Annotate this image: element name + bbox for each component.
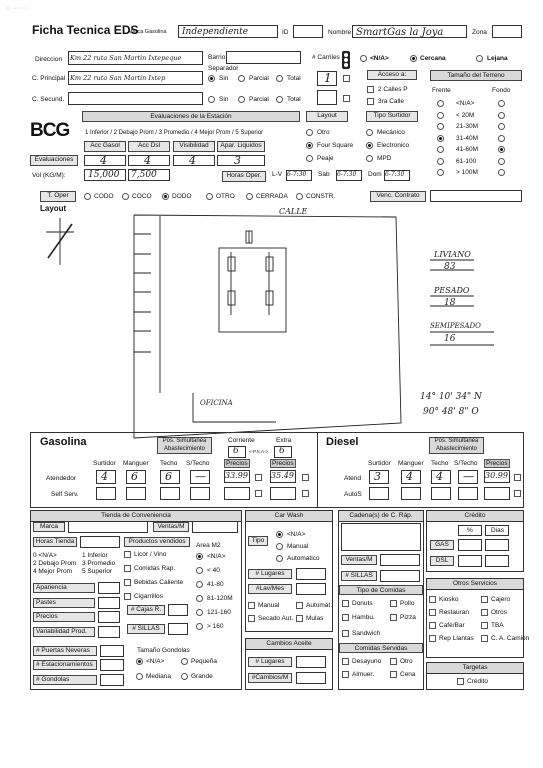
otros-panel [426, 578, 524, 658]
cambios-cambios-label: #Cambios/M [248, 673, 292, 683]
direccion-label: Direccion [35, 56, 63, 63]
carwash-mulas-checkbox[interactable] [296, 615, 303, 622]
oficina-label: OFICINA [200, 399, 233, 407]
pos-corriente-value: 6 [233, 446, 239, 456]
id-label: ID [282, 29, 289, 36]
csecund-total-label: Total [287, 96, 301, 103]
dsl-col-surtidor: Surtidor [368, 460, 391, 467]
otros-checkbox-2[interactable] [429, 609, 436, 616]
sab-value: 6-7:30 [337, 171, 357, 178]
pizza-label: Pizza [400, 614, 416, 621]
tienda-scale-3: 3 Promedio [82, 560, 116, 567]
dsl-autos-chk[interactable] [514, 490, 521, 497]
atendedor-label: Atendedor [46, 475, 76, 482]
proximity-lejana-label: Lejana [487, 55, 508, 62]
vol-value-2: 7,500 [131, 170, 157, 180]
pollo-label: Pollo [400, 600, 415, 607]
pollo-checkbox[interactable] [390, 600, 397, 607]
terreno-size-label-6: > 100M [456, 169, 478, 176]
otros-label-1: Cajero [491, 596, 511, 603]
atend-label: Atend [344, 475, 361, 482]
calles-label: 2 Calles P [378, 86, 408, 93]
otros-checkbox-0[interactable] [429, 596, 436, 603]
pos-extra-value: 6 [279, 446, 285, 456]
cambios-cambios-field[interactable] [296, 672, 326, 684]
cambios-lugares-label: # Lugares [248, 657, 292, 667]
toper-label-cerrada: CERRADA [256, 193, 288, 200]
separador-label: Separador [208, 65, 239, 72]
carwash-na-radio[interactable] [276, 531, 283, 538]
dsl-col-stecho: S/Techo [454, 460, 478, 467]
hambu-label: Hambu. [352, 614, 375, 621]
lv-value: 6-7:30 [287, 171, 307, 178]
evaluaciones-scale: 1 Inferior / 2 Debajo Prom / 3 Promedio / 4 Mejor Prom / 5 Superior [85, 130, 264, 136]
tienda-scale-5: 5 Superior [82, 568, 112, 575]
otros-checkbox-4[interactable] [429, 622, 436, 629]
area-radio-3[interactable] [196, 595, 203, 602]
credito-gas-label: GAS [430, 540, 454, 550]
cadena-name-field[interactable] [341, 523, 421, 551]
dsl-autos-field-3[interactable] [458, 487, 478, 500]
otros-label-5: TBA [491, 622, 504, 629]
terreno-size-label-5: 61-100 [456, 157, 477, 165]
dsl-autos-field-0[interactable] [369, 487, 389, 500]
gond-mediana-label: Mediana [146, 673, 171, 680]
carwash-manual-label: Manual [287, 543, 309, 550]
terreno-size-label-1: < 20M [456, 111, 475, 119]
gond-na-radio[interactable] [136, 658, 143, 665]
hambu-checkbox[interactable] [342, 614, 349, 621]
tienda-scale-4: 4 Mejor Prom [33, 568, 73, 575]
evaluaciones-header: Evaluaciones de la Estación [82, 111, 300, 122]
dsl-atend-chk[interactable] [514, 474, 521, 481]
targetas-header: Targetas [427, 663, 523, 674]
cadena-header: Cadena(s) de C. Ráp. [339, 511, 423, 522]
score-apar-liquidos-value: 3 [234, 154, 241, 167]
almuer-checkbox[interactable] [342, 671, 349, 678]
area-label-4: 121-160 [207, 609, 231, 616]
otros-label-3: Otros [491, 609, 507, 616]
carwash-lugares-label: # Lugares [248, 569, 292, 579]
gas-price-corriente-value: 33.99 [225, 471, 248, 480]
gas-atend-value-0: 4 [101, 470, 108, 483]
product-label-1: Comidas Rap. [134, 565, 176, 572]
tam-gondolas-label: Tamaño Gondolas [137, 647, 190, 654]
note-semipesado-val: 16 [444, 334, 456, 344]
sandwich-checkbox[interactable] [342, 630, 349, 637]
gas-self-field-3[interactable] [190, 487, 210, 500]
targetas-panel [426, 662, 524, 690]
coord-lat: 14° 10' 34" N [420, 392, 482, 402]
dsl-atend-value-2: 4 [436, 470, 443, 483]
gas-col-techo: Techo [160, 460, 178, 467]
otro-comida-checkbox[interactable] [390, 658, 397, 665]
tienda-ventas-field[interactable] [192, 521, 238, 533]
gond-mediana-radio[interactable] [136, 673, 143, 680]
terreno-size-label-2: 21-30M [456, 123, 479, 130]
apar-liquidos-button[interactable]: Apar. Liquidos [217, 141, 265, 152]
carwash-na-label: <N/A> [287, 531, 306, 538]
carwash-lugares-field[interactable] [296, 568, 326, 580]
puertas-label: # Puertas Neveras [33, 646, 97, 656]
gas-self-chk-2[interactable] [302, 490, 309, 497]
area-m2-label: Area M2 [196, 542, 221, 549]
gas-atend-chk-1[interactable] [255, 474, 262, 481]
tienda-row-label-2: Precios [33, 612, 95, 622]
vol-value-1: 15,000 [88, 170, 120, 180]
nombre-value: SmartGas la Joya [356, 27, 444, 38]
gas-col-surtidor: Surtidor [93, 460, 116, 467]
credito-dsl-pct[interactable] [458, 555, 482, 567]
carwash-autom-label: Automát. [306, 602, 333, 609]
gas-self-field-0[interactable] [96, 487, 116, 500]
csecund-sin-label: Sin [219, 96, 229, 103]
tienda-scale-2: 2 Debajo Prom [33, 560, 77, 567]
tienda-row-label-1: Pastes [33, 598, 95, 608]
vol-label: Vol (KG/M): [32, 172, 66, 179]
acc-dsl-button[interactable]: Acc Dsl [128, 141, 170, 152]
gas-col-manguer: Manguer [123, 460, 149, 467]
credito-dsl-label: DSL [430, 556, 454, 566]
cadena-sillas-label: # SILLAS [341, 571, 377, 581]
visibilidad-button[interactable]: Visibilidad [173, 141, 215, 152]
sab-label: Sab [318, 171, 330, 178]
dsl-col-precios: Precios [486, 460, 508, 467]
gasolina-title: Gasolina [40, 436, 87, 448]
gondolas-field[interactable] [100, 674, 124, 686]
tienda-ventas-label: Ventas/M [153, 522, 189, 532]
tienda-marca-field[interactable] [68, 521, 148, 533]
donuts-label: Donuts [352, 600, 373, 607]
tipo-comidas-header: Tipo de Comidas [339, 585, 423, 595]
page-title: Ficha Tecnica EDS [32, 23, 139, 37]
tienda-scale-0: 0 <N/A> [33, 552, 57, 559]
cadena-ventas-field[interactable] [380, 554, 420, 566]
cena-checkbox[interactable] [390, 671, 397, 678]
carwash-header: Car Wash [246, 511, 332, 522]
terreno-size-label-3: 31-40M [456, 134, 479, 142]
corriente-label: Corriente [228, 437, 255, 444]
area-label-2: 41-80 [207, 581, 224, 588]
sandwich-label: Sandwich [352, 630, 381, 637]
almuer-label: Almuer. [352, 671, 375, 678]
terreno-fondo-label: Fondo [492, 87, 511, 94]
credito-pct-label: % [467, 527, 473, 534]
acceso-button[interactable]: Acceso a: [367, 70, 417, 80]
direccion-value: Km 22 ruta San Martin Ixtepeque [70, 54, 182, 62]
nombre-label: Nombre [328, 29, 352, 36]
product-checkbox-1[interactable] [124, 565, 131, 572]
note-pesado-val: 18 [444, 298, 456, 308]
cprincipal-value: Km 22 ruta San Martin Ixtep [70, 74, 166, 82]
cambios-header: Cambios Aceite [246, 639, 332, 650]
donuts-checkbox[interactable] [342, 600, 349, 607]
carriles-label: # Carriles [312, 54, 340, 61]
estac-field[interactable] [100, 659, 124, 671]
area-radio-0[interactable] [196, 553, 203, 560]
surtidor-mpd-label: MPD [377, 155, 392, 162]
area-label-0: <N/A> [207, 553, 226, 560]
terreno-size-label-4: 41-60M [456, 146, 479, 153]
toper-label-dodo: DODO [172, 193, 192, 200]
otros-checkbox-7[interactable] [481, 635, 488, 642]
gas-self-chk-1[interactable] [255, 490, 262, 497]
gas-price-extra-value: 35.49 [271, 471, 294, 480]
note-liviano-val: 83 [444, 262, 456, 272]
toper-label-coco: COCO [132, 193, 152, 200]
area-label-3: 81-120M [207, 595, 233, 602]
tienda-row-field-1[interactable] [98, 597, 120, 609]
dsl-atend-value-0: 3 [374, 470, 381, 483]
layout-label: Layout [40, 204, 67, 213]
score-visibilidad-value: 4 [189, 154, 196, 167]
gas-atend-value-2: 6 [165, 470, 172, 483]
product-label-2: Bebidas Caliente [134, 579, 184, 586]
tipo-surtidor-button[interactable]: Tipo Surtidor [366, 111, 418, 122]
evaluaciones-row-label: Evaluaciones [30, 155, 78, 166]
venc-contrato-button[interactable]: Venc. Contrato [370, 191, 426, 202]
cambios-lugares-field[interactable] [296, 656, 326, 668]
gond-na-label: <N/A> [146, 658, 165, 665]
calle-label: CALLE [279, 207, 308, 216]
otros-label-7: C. A. Camion [491, 635, 530, 642]
credito-gas-pct[interactable] [458, 539, 482, 551]
note-liviano: LIVIANO [434, 250, 471, 259]
note-pesado: PESADO [434, 286, 470, 295]
tienda-row-field-0[interactable] [98, 582, 120, 594]
marca-value: Independiente [182, 27, 249, 37]
tienda-row-label-3: Variabilidad Prod. [33, 627, 95, 637]
layout-otro-label: Otro [317, 129, 330, 136]
autos-label: AutoS [344, 491, 362, 498]
tercalle-label: 3ra Calle [378, 98, 405, 105]
toper-label-constr: CONSTR. [306, 193, 336, 200]
gas-atend-value-3: — [195, 470, 206, 483]
tienda-scale-1: 1 Inferior [82, 552, 108, 559]
area-radio-5[interactable] [196, 623, 203, 630]
carwash-autom-checkbox[interactable] [296, 602, 303, 609]
tienda-marca-label: Marca [33, 522, 65, 532]
cprincipal-total-label: Total [287, 75, 301, 82]
cadena-ventas-label: Ventas/M [341, 555, 377, 565]
gas-self-field-1[interactable] [126, 487, 146, 500]
dsl-price-value: 30.99 [485, 471, 508, 480]
credito-dsl-dias[interactable] [485, 555, 509, 567]
puertas-field[interactable] [100, 645, 124, 657]
desayuno-checkbox[interactable] [342, 658, 349, 665]
area-radio-4[interactable] [196, 609, 203, 616]
credito-header: Crédito [427, 511, 523, 522]
diesel-pos-sim: Pos. Simultanea Abastecimiento [429, 437, 484, 454]
gasolina-pos-sim: Pos. Simultanea Abastecimiento [157, 437, 212, 454]
csecund-parcial-label: Parcial [249, 96, 269, 103]
zona-label: Zona [472, 29, 487, 36]
carwash-manual-checkbox[interactable] [248, 602, 255, 609]
terreno-header: Tamaño del Terreno [430, 70, 522, 81]
psa-label: <-P.S.A-> [249, 449, 269, 454]
area-radio-2[interactable] [196, 581, 203, 588]
carwash-manual-radio[interactable] [276, 543, 283, 550]
gond-grande-label: Grande [191, 673, 213, 680]
pizza-checkbox[interactable] [390, 614, 397, 621]
carwash-auto-radio[interactable] [276, 555, 283, 562]
carwash-manual-chk-label: Manual [258, 602, 280, 609]
carwash-secado-label: Secado Aut. [258, 615, 294, 622]
toper-button[interactable]: T. Oper [40, 191, 76, 202]
tienda-sillas-field[interactable] [168, 623, 188, 635]
gas-col-precios-1: Precios [226, 460, 248, 467]
product-label-0: Licor / Vino [134, 551, 167, 558]
csecund-label: C. Secund. [32, 96, 65, 103]
product-label-3: Cigarrillos [134, 593, 163, 600]
desayuno-label: Desayuno [352, 658, 382, 665]
cadena-sillas-field[interactable] [380, 570, 420, 582]
proximity-cercana-label: Cercana [420, 55, 446, 62]
gond-pequena-label: Pequeña [191, 658, 218, 665]
gas-self-price-2[interactable] [270, 487, 296, 500]
diesel-title: Diesel [326, 436, 359, 448]
extra-label: Extra [276, 437, 292, 444]
dom-value: 6-7:30 [385, 171, 405, 178]
area-label-5: > 160 [207, 623, 224, 630]
product-checkbox-3[interactable] [124, 593, 131, 600]
horas-tienda-label: Horas Tienda [33, 537, 77, 547]
horas-oper-button[interactable]: Horas Oper. [222, 171, 266, 182]
coord-lon: 90° 48' 8" O [423, 407, 479, 417]
cajas-label: # Cajas R. [127, 605, 165, 615]
gondolas-label: # Gondolas [33, 675, 97, 685]
area-radio-1[interactable] [196, 567, 203, 574]
tienda-header: Tienda de Conveniencia [31, 511, 241, 522]
dsl-atend-value-1: 4 [406, 470, 413, 483]
note-semipesado: SEMIPESADO [430, 322, 481, 330]
bcg-logo: BCG [30, 120, 70, 141]
gas-self-field-2[interactable] [160, 487, 180, 500]
cena-label: Cena [400, 671, 416, 678]
otros-checkbox-3[interactable] [481, 609, 488, 616]
marca-label: Marca Gasolina [128, 29, 167, 35]
surtidor-mecanico-label: Mecánico [377, 129, 405, 136]
score-acc-dsl-value: 4 [144, 154, 151, 167]
lv-label: L-V [272, 171, 283, 178]
otros-label-0: Kiosko [439, 596, 459, 603]
dsl-autos-field-1[interactable] [401, 487, 421, 500]
tienda-row-label-0: Apariencia [33, 583, 95, 593]
area-label-1: < 40 [207, 567, 220, 574]
carwash-tipo-label: Tipo [248, 536, 268, 546]
gond-pequena-radio[interactable] [181, 658, 188, 665]
layout-button[interactable]: Layout [306, 111, 348, 122]
carwash-lavmes-field[interactable] [296, 583, 326, 595]
productos-vendidos-button[interactable]: Productos vendidos [124, 537, 190, 547]
otros-checkbox-5[interactable] [481, 622, 488, 629]
cajas-field[interactable] [168, 604, 188, 616]
tienda-sillas-label: # SILLAS [127, 624, 165, 634]
gas-col-precios-2: Precios [272, 460, 294, 467]
dom-label: Dom [368, 171, 382, 178]
targetas-credito-checkbox[interactable] [457, 678, 464, 685]
product-checkbox-2[interactable] [124, 579, 131, 586]
targetas-credito-label: Crédito [467, 678, 488, 685]
cprincipal-label: C. Principal [32, 75, 66, 82]
gas-atend-chk-2[interactable] [302, 474, 309, 481]
carriles-value: 1 [324, 71, 332, 85]
carwash-secado-checkbox[interactable] [248, 615, 255, 622]
surtidor-electronico-label: Electronico [377, 142, 410, 149]
estac-label: # Estacionamientos [33, 660, 97, 670]
carwash-mulas-label: Mulas [306, 615, 324, 622]
otros-checkbox-1[interactable] [481, 596, 488, 603]
terreno-size-label-0: <N/A> [456, 100, 475, 107]
self-serv-label: Self Serv. [51, 491, 79, 498]
layout-foursquare-label: Four Square [317, 142, 354, 149]
gas-self-price-1[interactable] [224, 487, 250, 500]
dsl-autos-field-2[interactable] [431, 487, 451, 500]
otros-label-6: Rep Llantas [439, 635, 474, 642]
tienda-row-field-3[interactable] [98, 626, 120, 638]
otros-label-4: Café/Bar [439, 622, 465, 629]
horas-tienda-field[interactable] [80, 536, 120, 548]
dsl-col-manguer: Manguer [398, 460, 424, 467]
cprincipal-sin-label: Sin [219, 75, 229, 82]
credito-dias-label: Dias [491, 527, 505, 534]
tienda-row-field-2[interactable] [98, 611, 120, 623]
layout-peaje-label: Peaje [317, 155, 334, 162]
otros-label-2: Restauran [439, 609, 469, 616]
gas-atend-value-1: 6 [131, 470, 138, 483]
cprincipal-parcial-label: Parcial [249, 75, 269, 82]
otro-comida-label: Otro [400, 658, 413, 665]
proximity-na-label: <N/A> [370, 55, 389, 62]
otros-header: Otros Servicios [427, 579, 523, 590]
carwash-lavmes-label: #Lav/Mes [248, 584, 292, 594]
credito-gas-dias[interactable] [485, 539, 509, 551]
barrio-label: Barrio [208, 54, 226, 61]
otros-checkbox-6[interactable] [429, 635, 436, 642]
carwash-auto-label: Automatico [287, 555, 320, 562]
gond-grande-radio[interactable] [181, 673, 188, 680]
gas-col-stecho: S/Techo [186, 460, 210, 467]
toper-label-otro: OTRO [216, 193, 235, 200]
toper-label-codo: CODO [94, 193, 114, 200]
product-checkbox-0[interactable] [124, 551, 131, 558]
dsl-atend-value-3: — [463, 470, 474, 483]
comidas-servidas-header: Comidas Servidas [339, 643, 423, 653]
dsl-col-techo: Techo [431, 460, 449, 467]
acc-gasol-button[interactable]: Acc Gasol [84, 141, 126, 152]
terreno-frente-label: Frente [432, 87, 451, 94]
dsl-autos-price[interactable] [484, 487, 510, 500]
score-acc-gasol-value: 4 [100, 154, 107, 167]
